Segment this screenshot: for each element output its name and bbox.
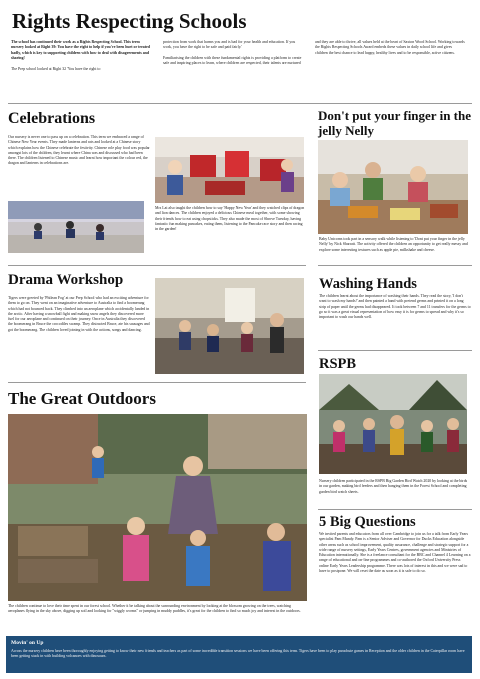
jelly-text: Baby Unicorns took part in a sensory walk while listening to 'Dont put your finger in the jelly Nelly' by Nick Sharratt. The activity offered the children an opportunity to get really messy and explore some interesting textures such as apple pie, milkshake and cheese.: [319, 237, 468, 252]
outdoors-body: [8, 604, 306, 615]
intro-column-1: [11, 40, 152, 72]
drama-title: Drama Workshop: [8, 272, 124, 288]
divider: [8, 103, 472, 104]
divider: [8, 265, 306, 266]
intro-text-3: and they are able to thrive, all values held at the heart of Saxton Wood School. Working towards the Rights Respecting Schools Award embeds these values in daily school life and gives children the best chance to lead happy, healthy lives and to be responsible, active citizens.: [315, 40, 465, 55]
divider: [318, 350, 472, 351]
outdoors-photo: [8, 414, 307, 601]
footer-title: Movin' on Up: [11, 640, 44, 646]
jelly-photo: [318, 140, 468, 234]
footer-banner: [6, 636, 472, 673]
rspb-body: [319, 479, 471, 495]
questions-body: [319, 532, 471, 574]
drama-body: [8, 296, 150, 333]
jelly-title: Don't put your finger in the jelly Nelly: [318, 108, 472, 138]
intro-text-2b: Familiarising the children with these fundamental rights is providing a platform to create safe and inspiring places to learn, where children are respected, their talents are nurtured: [163, 55, 302, 65]
questions-text: We invited parents and educators from all over Cambridge to join us for a talk from Early Years specialist Pam Mundy. Pam is a Senior Adviser and Governor for Ducks Education alongside other areas such as school improvement, quality assurance, challenge and strategic support for a wide range of nursery settings, Early Years Centres, government agencies and Ministries of Education internationally. She is a freelance consultant for the BBC and Channel 4 Learning on a range of educational and on-line programmes and co-authored the Oxford University Press online Early Years Leadership programme. There was lots of interest in this and we were sad to have to postpone. We will reset the date as soon as it is safe to do so.: [319, 532, 471, 574]
divider: [8, 382, 306, 383]
celebrations-body: [8, 135, 150, 167]
intro-column-3: [315, 40, 465, 56]
celebrations-title: Celebrations: [8, 110, 96, 127]
rspb-title: RSPB: [319, 356, 357, 372]
celebrations-text: Our nursery is never one to pass up on a celebration. This term we embraced a range of Chinese New Year events. They made lanterns and rats and looked at a Chinese story which explains how the Chinese celebrate the festivity. Chinese role play food was popular amongst lots of the children, they learnt where China was and discussed who had been there. The children listened to Chinese music and learnt how important the colour red, the dragon and lanterns in celebrations are.: [8, 135, 150, 166]
handwash-text: The children learnt about the importance of washing their hands. They read the story, 'I don't want to wash my hands!' and then painted a hand with pretend germs and printed it on a long strip of paper until the germs had disappeared. It took between 7 and 11 transfers for the germs to go so it was a great visual representation of how easy it is for germs to spread and why it's so important to wash our hands well.: [319, 294, 471, 320]
rspb-photo: [319, 374, 467, 474]
outdoors-text: The children continue to love their time spent in our forest school. Whether it be talking about the surrounding environment by looking at the blossom growing on the trees, watching aeroplanes flying in the sky above, digging up soil and looking for "wiggly worms" or jumping in muddy puddles, it's great for the children to find so much joy and interest in the outdoors.: [8, 604, 301, 614]
intro-text-2a: protection from work that harms you and is bad for your health and education. If you work, you have the right to be safe and paid fairly.': [163, 40, 296, 50]
drama-text: Tigers were greeted by 'Philean Fog' at our Prep School who had an exciting adventure for them to go on. They went on an imaginative adventure to Australia to find a boomerang which had not bounced back. They climbed into an aeroplane which accidentally landed in the arctic. After having a snowball fight and making snow angels they discovered more fuel for our aeroplane and continued on their journey. Once in Australia they discovered the boomerang in Bruce the crocodiles swamp. They distracted Bruce, ate his sausages and got the boomerang. The children loved joining in with the actions, songs and dancing.: [8, 296, 150, 332]
divider: [318, 509, 472, 510]
page-title: Rights Respecting Schools: [12, 9, 247, 33]
intro-column-2: [163, 40, 304, 66]
celebrations-photo-lanterns: [155, 137, 304, 203]
celebrations-photo-children: [8, 201, 144, 253]
intro-text-1: The Prep school looked at Right 32 'You have the right to: [11, 67, 101, 72]
intro-bold-text: The school has continued their work as a Rights Respecting School. This term nursery looked at Right 39: You have the right to help if you've been hurt or treated badly, which is key to supporting children with how to deal with disagreements and sharing!: [11, 40, 150, 60]
divider: [318, 265, 472, 266]
celebrations-caption: Mrs Lai also taught the children how to say 'Happy New Year' and they watched clips of dragon and lion dances. The children enjoyed a delicious Chinese meal together, with some showing their friends how to eat using chopsticks. They also made the most of Shrove Tuesday, having fantastic fun making pancakes, eating them, listening to the Pancake race story and then racing in the garden!: [155, 206, 305, 232]
questions-title: 5 Big Questions: [319, 514, 416, 530]
drama-photo: [155, 278, 304, 374]
footer-text: Across the nursery children have been thoroughly enjoying getting to know their new friends and teachers as part of some incredible transition sessions we have been offering this term. Tigers have been to play parachute games in Reception and the older children in the Caterpillar room have been getting stuck in with building volcanoes with dinosaurs.: [11, 649, 465, 659]
handwash-body: [319, 294, 471, 320]
rspb-text: Nursery children participated in the RSPB Big Garden Bird Watch 2020 by looking at the birds in our garden, making bird feeders and then hanging them in the Forest School and completing garden bird watch sheets.: [319, 479, 468, 494]
celebrations-caption-block: [155, 206, 305, 232]
outdoors-title: The Great Outdoors: [8, 389, 156, 408]
jelly-body: [319, 237, 471, 253]
handwash-title: Washing Hands: [319, 276, 417, 292]
